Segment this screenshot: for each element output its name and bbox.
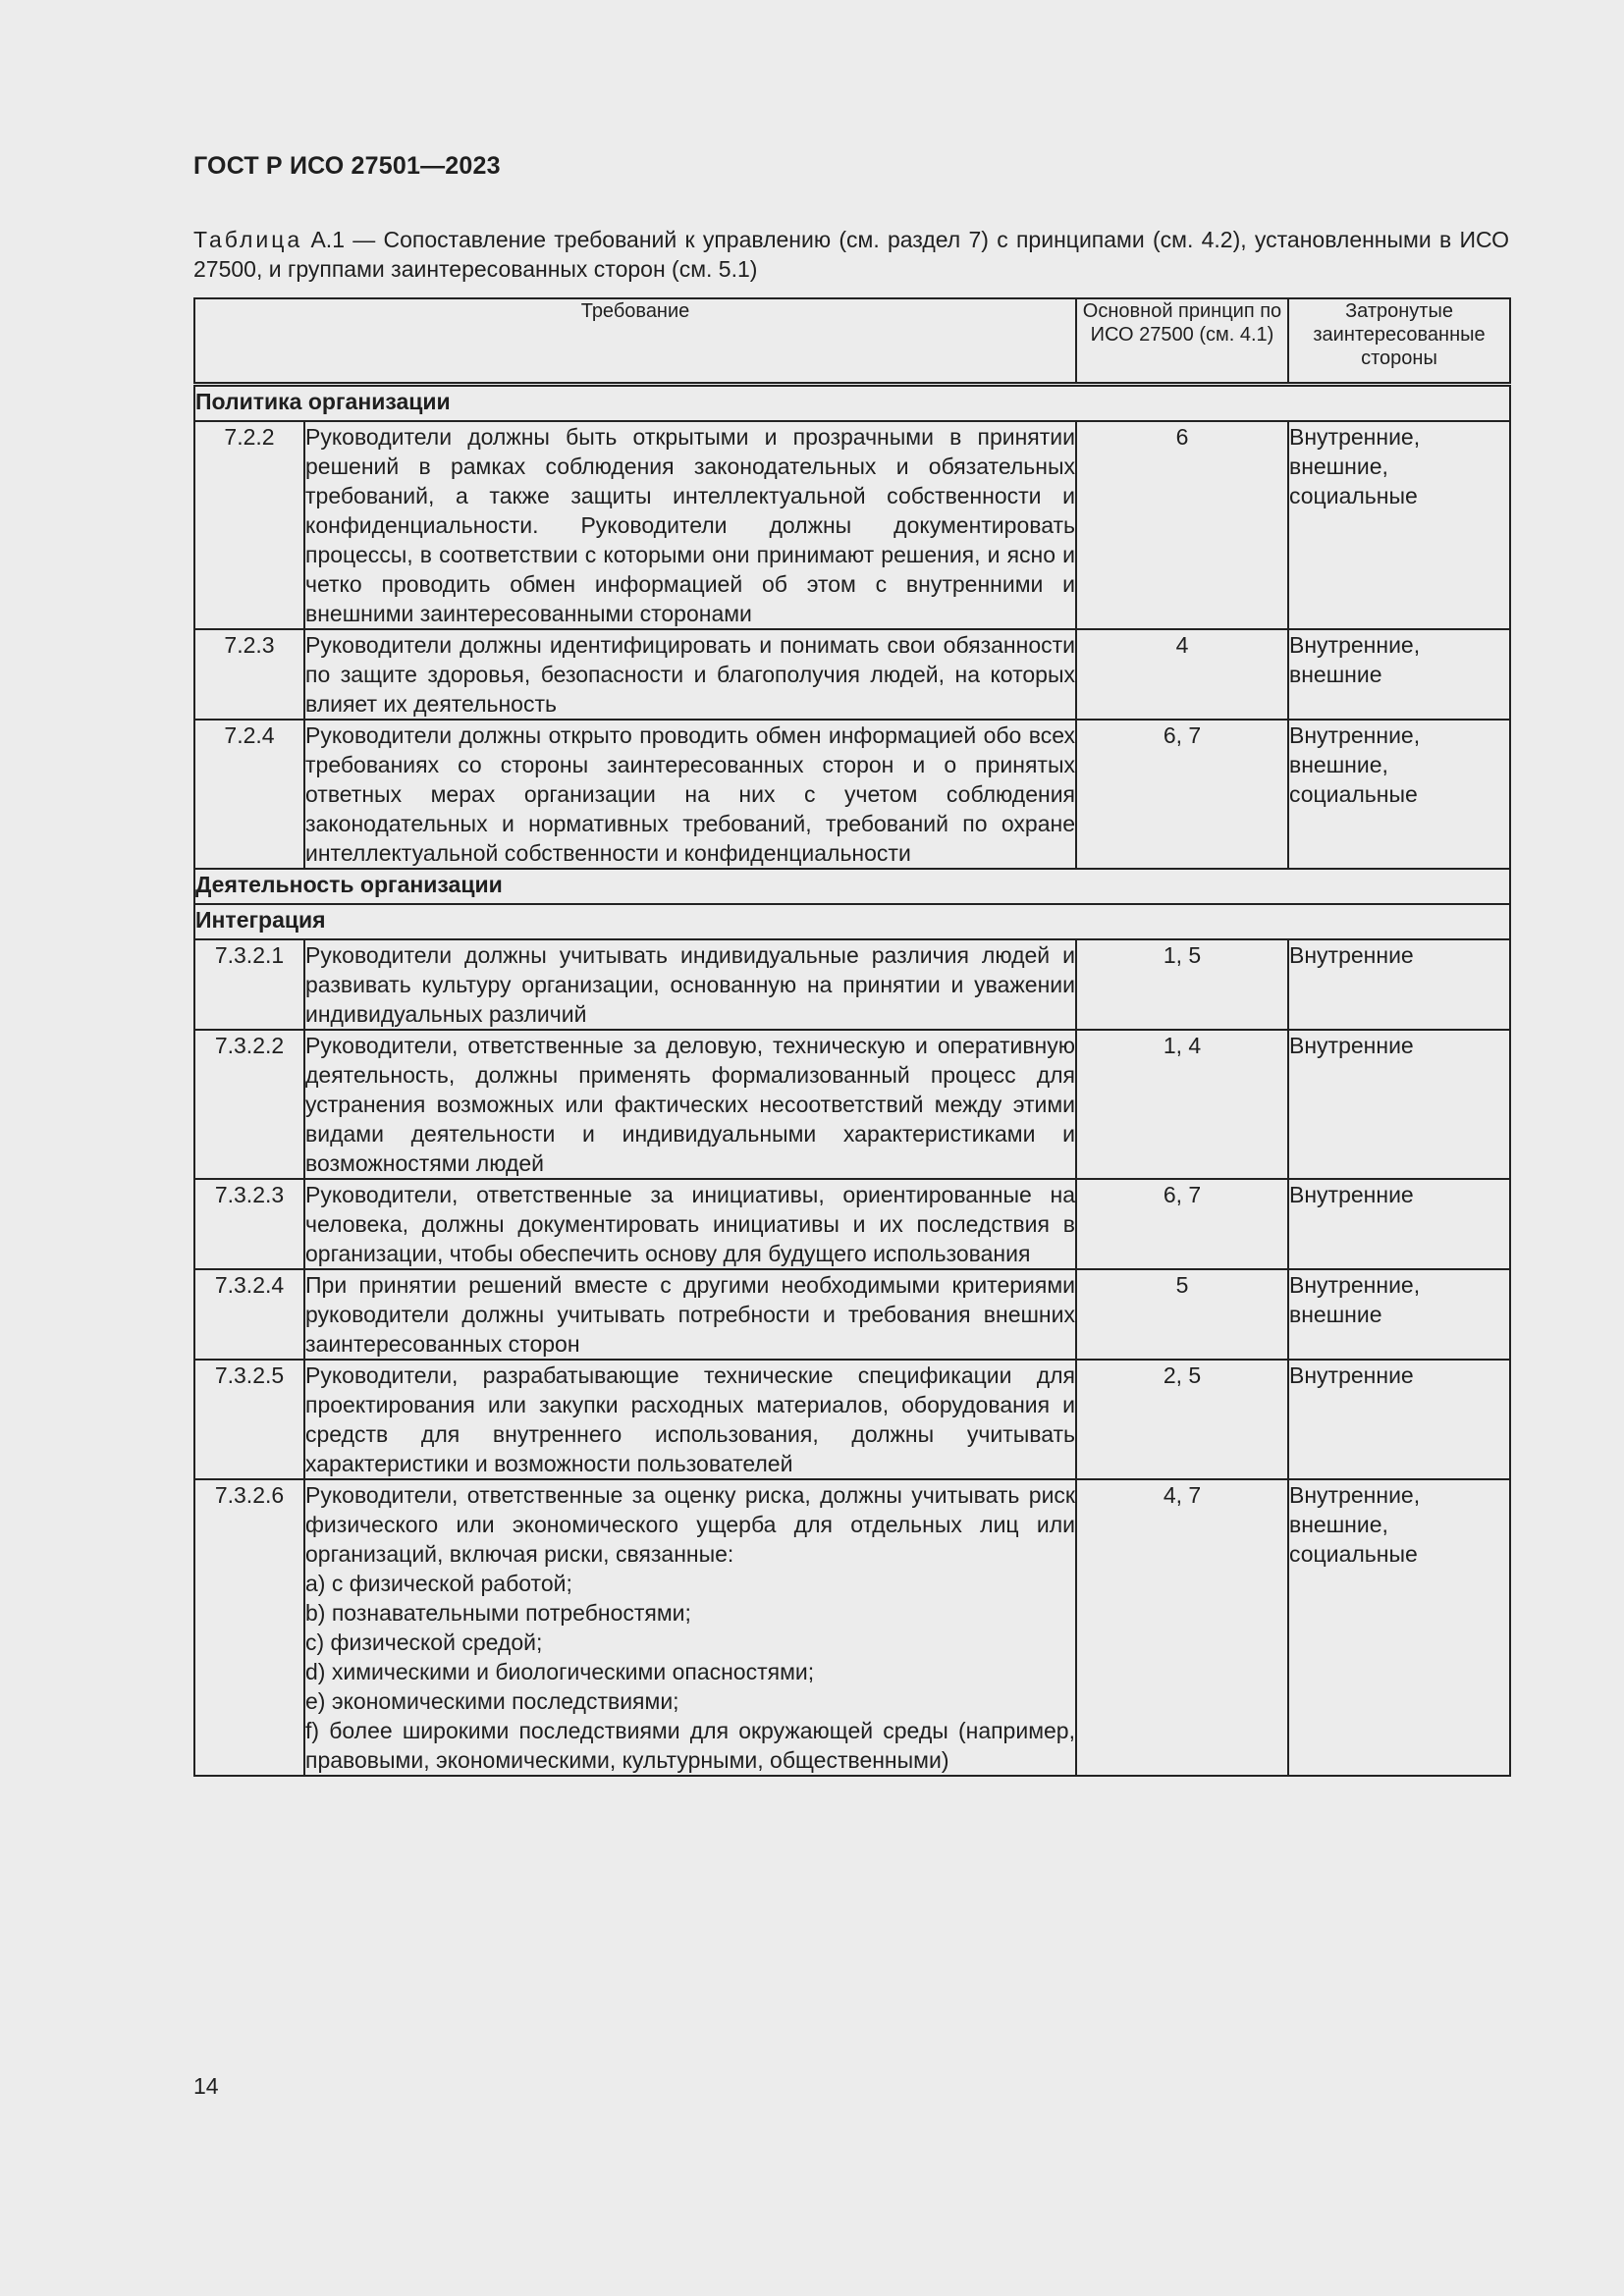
section-policy: Политика организации bbox=[194, 385, 1510, 422]
principle-value: 4 bbox=[1076, 629, 1288, 720]
requirement-text bbox=[304, 1479, 1076, 1776]
column-header-stakeholders: Затронутые заинтересованные стороны bbox=[1288, 298, 1510, 385]
clause-number: 7.3.2.4 bbox=[194, 1269, 304, 1360]
principle-value: 4, 7 bbox=[1076, 1479, 1288, 1776]
stakeholders-value: Внутренние, внешние, социальные bbox=[1288, 421, 1510, 629]
requirement-text: Руководители, разрабатывающие технические спецификации для проектирования или закупки расходных материалов, оборудования и средств для внутреннего использования, должны учитывать характеристики и возможности пользователей bbox=[304, 1360, 1076, 1479]
document-id-header: ГОСТ Р ИСО 27501—2023 bbox=[193, 152, 501, 180]
stakeholders-value: Внутренние bbox=[1288, 939, 1510, 1030]
principle-value: 5 bbox=[1076, 1269, 1288, 1360]
table-row bbox=[194, 939, 1510, 1030]
principle-value: 6 bbox=[1076, 421, 1288, 629]
requirement-text: Руководители, ответственные за деловую, техническую и оперативную деятельность, должны применять формализованный процесс для устранения возможных или фактических несоответствий между этими видами деятельности и индивидуальными характеристиками и возможностями людей bbox=[304, 1030, 1076, 1179]
section-row bbox=[194, 904, 1510, 939]
risk-list-item: b) познавательными потребностями; bbox=[305, 1600, 691, 1626]
table-row bbox=[194, 1479, 1510, 1776]
requirement-text: Руководители должны открыто проводить обмен информацией обо всех требованиях со стороны заинтересованных сторон и о принятых ответных мерах организации на них с учетом соблюдения законодательных и нормативных требований, требований по охране интеллектуальной собственности и конфиденциальности bbox=[304, 720, 1076, 869]
requirement-text: Руководители должны идентифицировать и понимать свои обязанности по защите здоровья, безопасности и благополучия людей, на которых влияет их деятельность bbox=[304, 629, 1076, 720]
table-row bbox=[194, 421, 1510, 629]
clause-number: 7.3.2.5 bbox=[194, 1360, 304, 1479]
stakeholders-value: Внутренние, внешние, социальные bbox=[1288, 1479, 1510, 1776]
table-caption bbox=[193, 225, 1509, 284]
stakeholders-value: Внутренние bbox=[1288, 1360, 1510, 1479]
stakeholders-value: Внутренние, внешние, социальные bbox=[1288, 720, 1510, 869]
table-row bbox=[194, 720, 1510, 869]
section-row bbox=[194, 869, 1510, 904]
requirement-text: При принятии решений вместе с другими необходимыми критериями руководители должны учитывать потребности и требования внешних заинтересованных сторон bbox=[304, 1269, 1076, 1360]
requirements-table bbox=[193, 297, 1511, 1777]
table-row bbox=[194, 1030, 1510, 1179]
clause-number: 7.2.4 bbox=[194, 720, 304, 869]
requirement-intro: Руководители, ответственные за оценку риска, должны учитывать риск физического или экономического ущерба для отдельных лиц или организаций, включая риски, связанные: bbox=[305, 1482, 1075, 1567]
table-row bbox=[194, 629, 1510, 720]
requirement-text: Руководители должны быть открытыми и прозрачными в принятии решений в рамках соблюдения законодательных и обязательных требований, а также защиты интеллектуальной собственности и конфиденциальности. Руководители должны документировать процессы, в соответствии с которыми они принимают решения, и ясно и четко проводить обмен информацией об этом с внутренними и внешними заинтересованными сторонами bbox=[304, 421, 1076, 629]
table-caption-text: А.1 — Сопоставление требований к управлению (см. раздел 7) с принципами (см. 4.2), установленными в ИСО 27500, и группами заинтересованных сторон (см. 5.1) bbox=[193, 227, 1509, 282]
risk-list-item: f) более широкими последствиями для окружающей среды (например, правовыми, экономическими, культурными, общественными) bbox=[305, 1718, 1075, 1773]
stakeholders-value: Внутренние, внешние bbox=[1288, 1269, 1510, 1360]
principle-value: 6, 7 bbox=[1076, 720, 1288, 869]
stakeholders-value: Внутренние bbox=[1288, 1030, 1510, 1179]
risk-list-item: e) экономическими последствиями; bbox=[305, 1688, 679, 1714]
principle-value: 1, 5 bbox=[1076, 939, 1288, 1030]
table-caption-label: Таблица bbox=[193, 227, 303, 252]
risk-list-item: d) химическими и биологическими опасностями; bbox=[305, 1659, 815, 1684]
section-row bbox=[194, 385, 1510, 422]
table-header-row bbox=[194, 298, 1510, 385]
principle-value: 6, 7 bbox=[1076, 1179, 1288, 1269]
requirement-text: Руководители, ответственные за инициативы, ориентированные на человека, должны документировать инициативы и их последствия в организации, чтобы обеспечить основу для будущего использования bbox=[304, 1179, 1076, 1269]
column-header-requirement: Требование bbox=[194, 298, 1076, 385]
clause-number: 7.3.2.1 bbox=[194, 939, 304, 1030]
requirement-text: Руководители должны учитывать индивидуальные различия людей и развивать культуру организации, основанную на принятии и уважении индивидуальных различий bbox=[304, 939, 1076, 1030]
clause-number: 7.3.2.3 bbox=[194, 1179, 304, 1269]
principle-value: 2, 5 bbox=[1076, 1360, 1288, 1479]
stakeholders-value: Внутренние bbox=[1288, 1179, 1510, 1269]
column-header-principle: Основной принцип по ИСО 27500 (см. 4.1) bbox=[1076, 298, 1288, 385]
clause-number: 7.3.2.2 bbox=[194, 1030, 304, 1179]
stakeholders-value: Внутренние, внешние bbox=[1288, 629, 1510, 720]
table-row bbox=[194, 1179, 1510, 1269]
section-activity: Деятельность организации bbox=[194, 869, 1510, 904]
table-row bbox=[194, 1360, 1510, 1479]
clause-number: 7.2.3 bbox=[194, 629, 304, 720]
page-number: 14 bbox=[193, 2073, 219, 2099]
principle-value: 1, 4 bbox=[1076, 1030, 1288, 1179]
clause-number: 7.2.2 bbox=[194, 421, 304, 629]
clause-number: 7.3.2.6 bbox=[194, 1479, 304, 1776]
risk-list-item: c) физической средой; bbox=[305, 1629, 543, 1655]
table-row bbox=[194, 1269, 1510, 1360]
section-integration: Интеграция bbox=[194, 904, 1510, 939]
risk-list-item: a) с физической работой; bbox=[305, 1571, 572, 1596]
